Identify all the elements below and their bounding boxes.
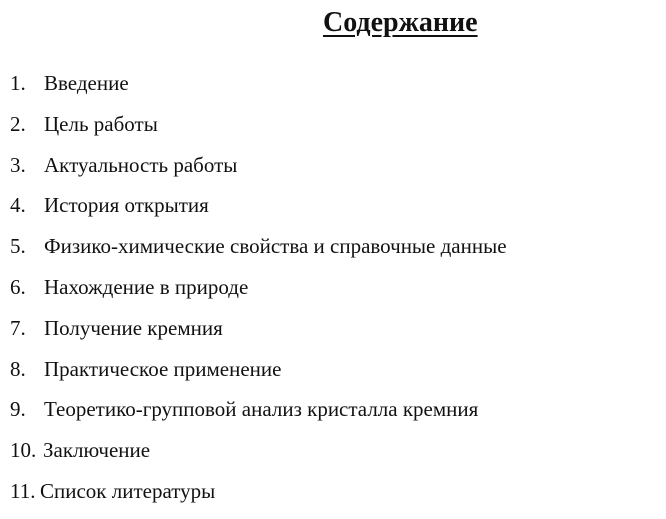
toc-item-text: Актуальность работы <box>44 152 238 177</box>
page-title: Содержание <box>323 7 478 38</box>
toc-item-6 <box>10 274 507 315</box>
toc-item-number: 4. <box>10 193 26 218</box>
toc-item-number: 1. <box>10 71 26 95</box>
toc-item-9 <box>10 396 507 437</box>
toc-item-number: 3. <box>10 152 26 177</box>
toc-item-number: 7. <box>10 315 26 340</box>
toc-item-4 <box>10 192 507 233</box>
toc-item-text: Список литературы <box>40 478 216 503</box>
toc-item-3 <box>10 152 507 193</box>
toc-item-1 <box>10 70 507 111</box>
toc-item-text: Нахождение в природе <box>44 274 249 299</box>
toc-item-number: 2. <box>10 111 26 136</box>
toc-item-8 <box>10 356 507 397</box>
toc-item-number: 9. <box>10 397 26 422</box>
toc-item-text: Цель работы <box>44 111 158 136</box>
toc-item-text: Теоретико-групповой анализ кристалла кремния <box>44 397 479 422</box>
toc-item-text: Введение <box>44 71 129 95</box>
toc-item-2 <box>10 111 507 152</box>
toc-item-11 <box>10 478 507 519</box>
toc-item-text: Получение кремния <box>44 315 223 340</box>
toc-item-5 <box>10 233 507 274</box>
toc-item-number: 6. <box>10 274 26 299</box>
toc-item-number: 10. <box>10 438 37 463</box>
toc-item-number: 5. <box>10 234 26 259</box>
toc-item-text: Практическое применение <box>44 356 282 381</box>
toc-item-text: Физико-химические свойства и справочные данные <box>44 234 507 259</box>
table-of-contents <box>10 70 507 519</box>
toc-item-text: История открытия <box>44 193 209 218</box>
toc-item-text: Заключение <box>43 438 151 463</box>
toc-item-number: 8. <box>10 356 26 381</box>
toc-item-number: 11. <box>10 478 36 503</box>
toc-item-10 <box>10 437 507 478</box>
toc-item-7 <box>10 315 507 356</box>
